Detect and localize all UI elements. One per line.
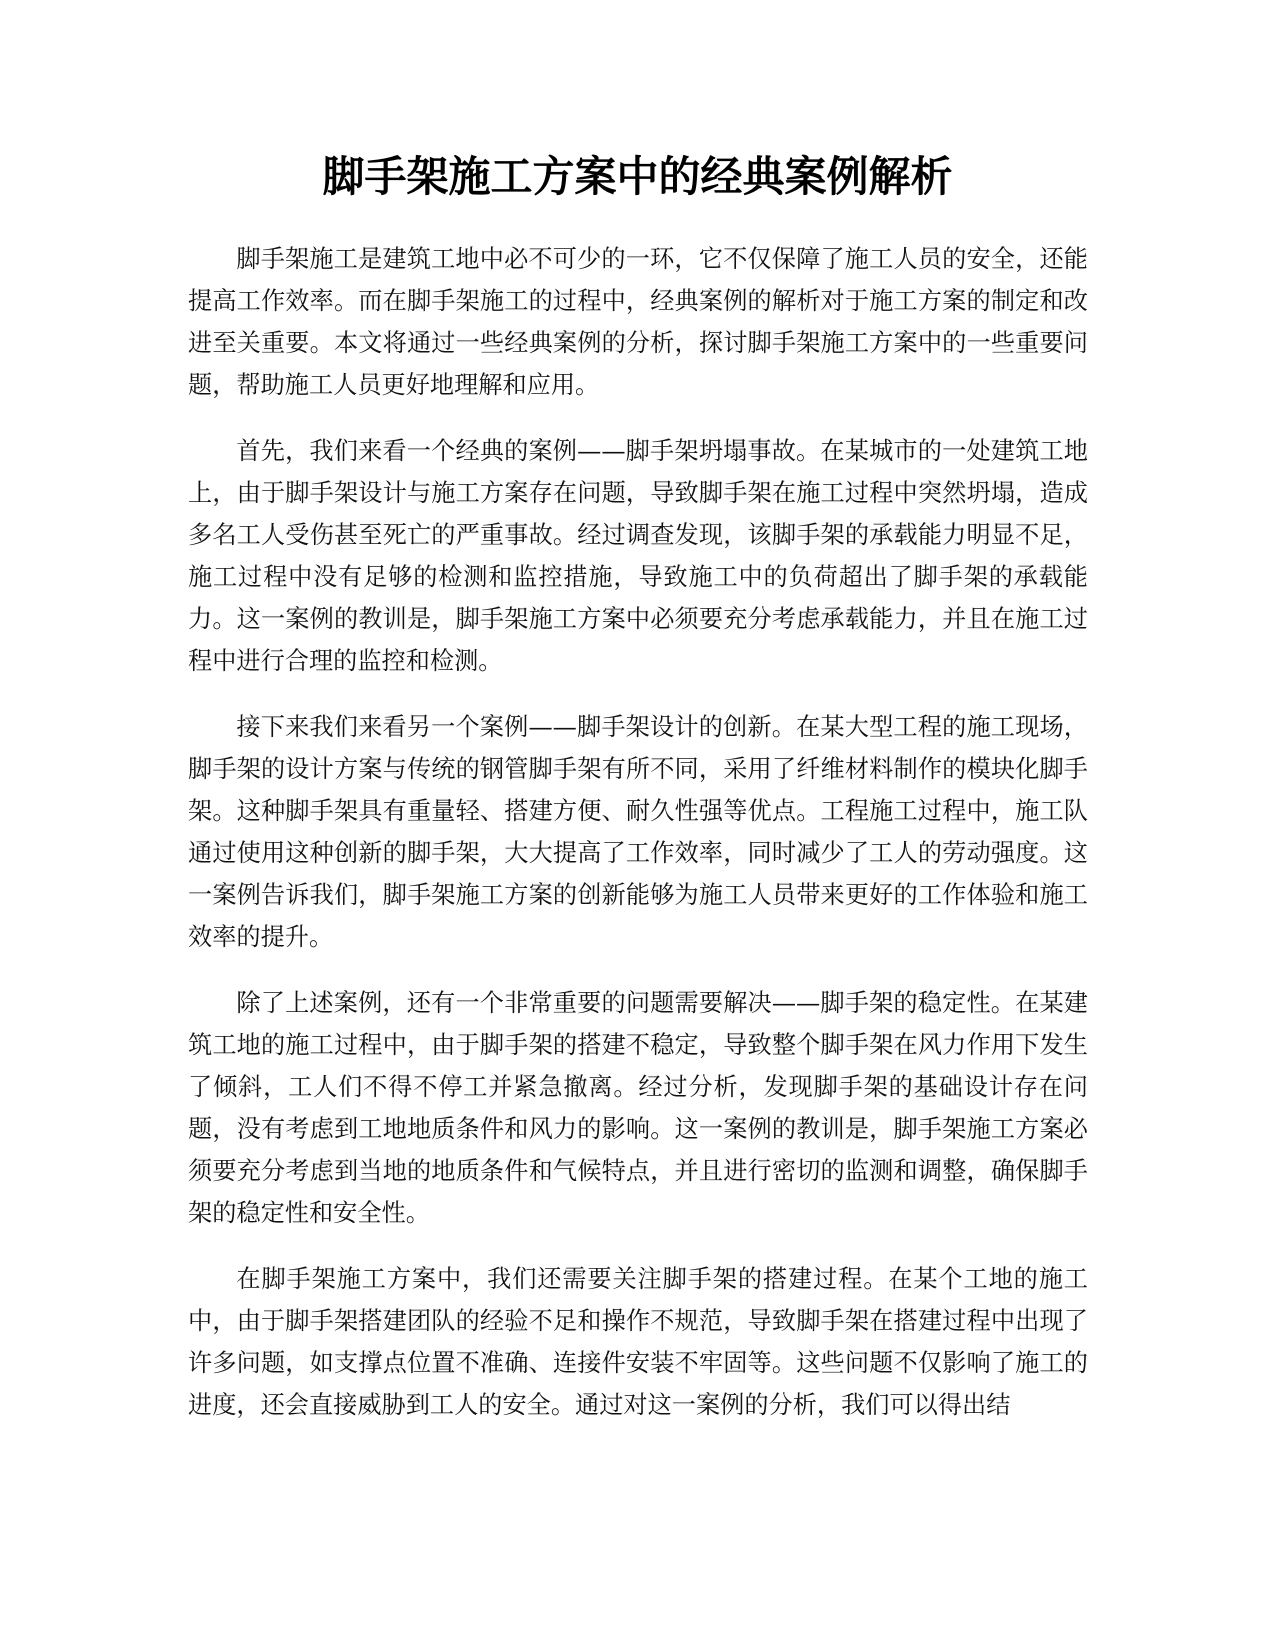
- document-title: 脚手架施工方案中的经典案例解析: [322, 152, 953, 201]
- document-body: [188, 238, 1088, 1450]
- paragraph-intro: 脚手架施工是建筑工地中必不可少的一环，它不仅保障了施工人员的安全，还能提高工作效率。而在脚手架施工的过程中，经典案例的解析对于施工方案的制定和改进至关重要。本文将通过一些经典案例的分析，探讨脚手架施工方案中的一些重要问题，帮助施工人员更好地理解和应用。: [188, 245, 1088, 399]
- paragraph-innovation-case: 接下来我们来看另一个案例——脚手架设计的创新。在某大型工程的施工现场，脚手架的设计方案与传统的钢管脚手架有所不同，采用了纤维材料制作的模块化脚手架。这种脚手架具有重量轻、搭建方便、耐久性强等优点。工程施工过程中，施工队通过使用这种创新的脚手架，大大提高了工作效率，同时减少了工人的劳动强度。这一案例告诉我们，脚手架施工方案的创新能够为施工人员带来更好的工作体验和施工效率的提升。: [188, 713, 1088, 951]
- paragraph-erection-case: 在脚手架施工方案中，我们还需要关注脚手架的搭建过程。在某个工地的施工中，由于脚手架搭建团队的经验不足和操作不规范，导致脚手架在搭建过程中出现了许多问题，如支撑点位置不准确、连接件安装不牢固等。这些问题不仅影响了施工的进度，还会直接威胁到工人的安全。通过对这一案例的分析，我们可以得出结: [188, 1265, 1088, 1419]
- paragraph-stability-case: 除了上述案例，还有一个非常重要的问题需要解决——脚手架的稳定性。在某建筑工地的施工过程中，由于脚手架的搭建不稳定，导致整个脚手架在风力作用下发生了倾斜，工人们不得不停工并紧急撤离。经过分析，发现脚手架的基础设计存在问题，没有考虑到工地地质条件和风力的影响。这一案例的教训是，脚手架施工方案必须要充分考虑到当地的地质条件和气候特点，并且进行密切的监测和调整，确保脚手架的稳定性和安全性。: [188, 989, 1088, 1227]
- paragraph-collapse-case: 首先，我们来看一个经典的案例——脚手架坍塌事故。在某城市的一处建筑工地上，由于脚手架设计与施工方案存在问题，导致脚手架在施工过程中突然坍塌，造成多名工人受伤甚至死亡的严重事故。经过调查发现，该脚手架的承载能力明显不足，施工过程中没有足够的检测和监控措施，导致施工中的负荷超出了脚手架的承载能力。这一案例的教训是，脚手架施工方案中必须要充分考虑承载能力，并且在施工过程中进行合理的监控和检测。: [188, 437, 1088, 675]
